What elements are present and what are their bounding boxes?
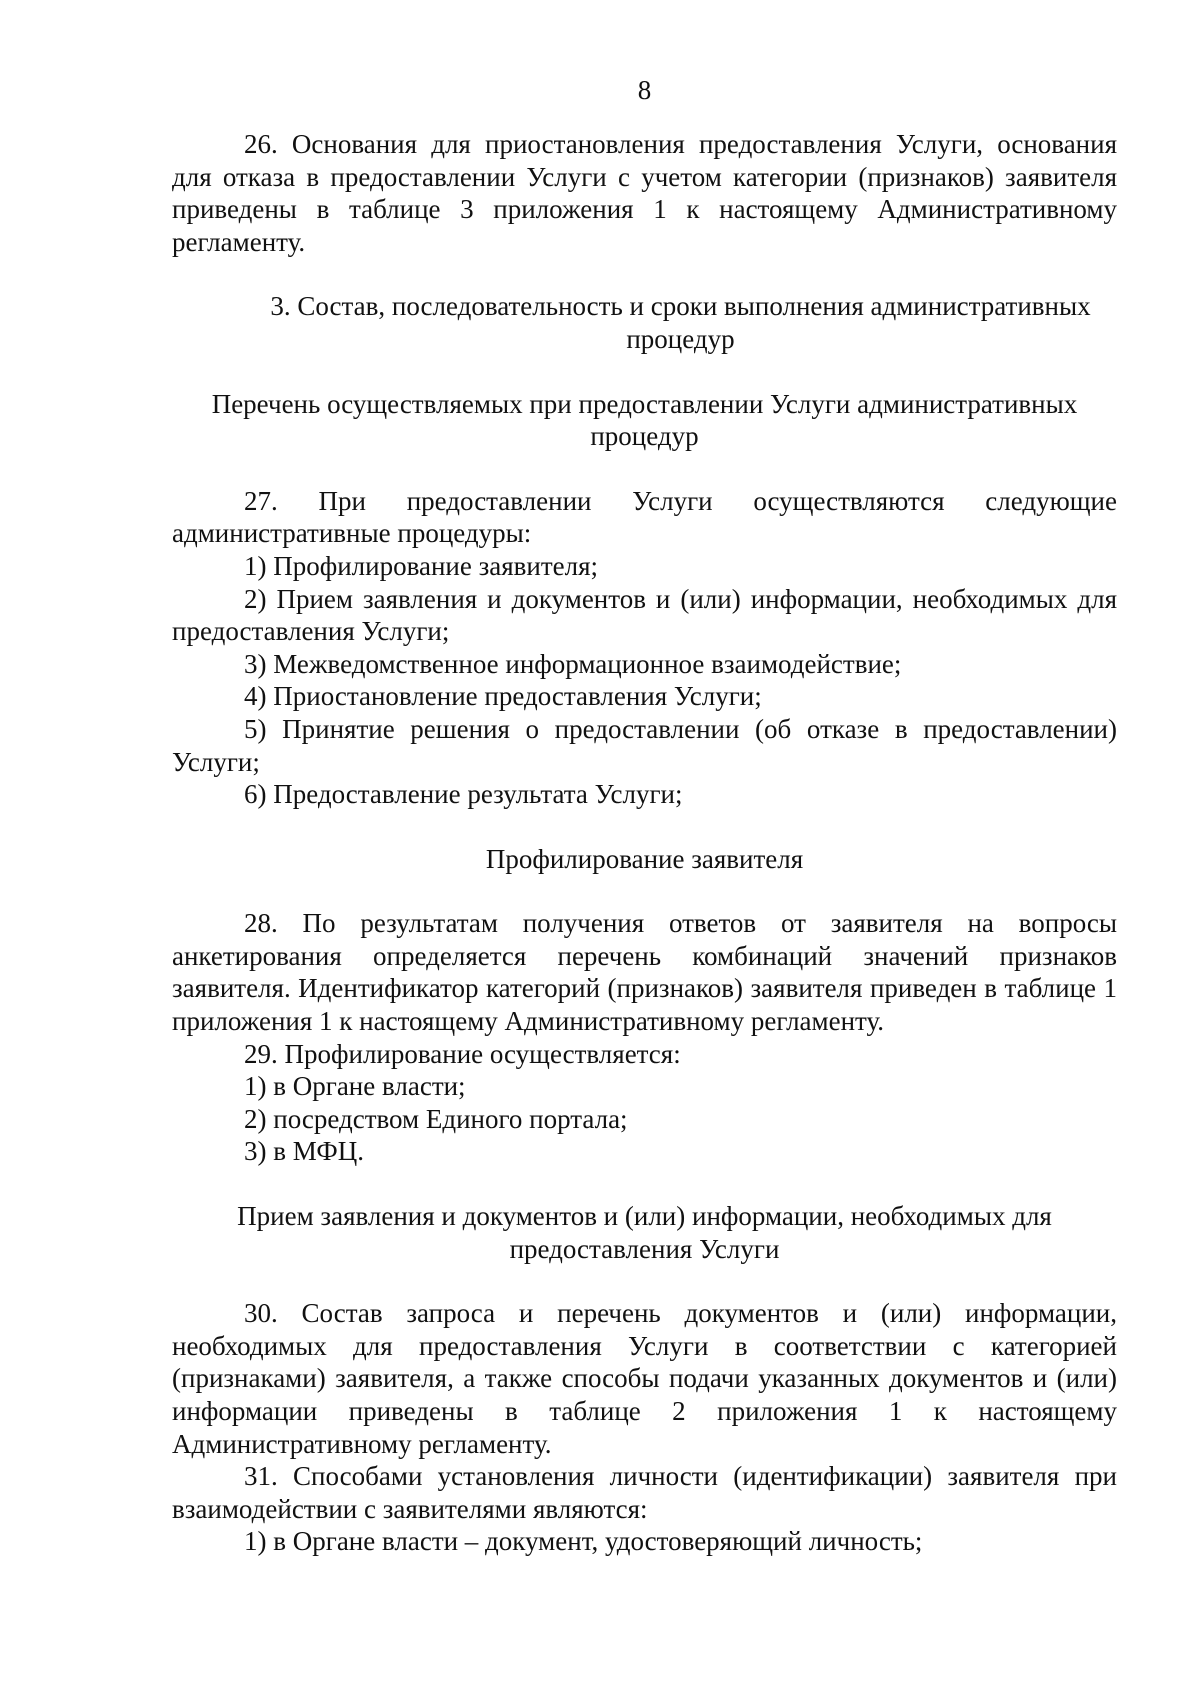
paragraph-27: 27. При предоставлении Услуги осуществляются следующие административные процедуры: <box>172 485 1117 549</box>
paragraph-30: 30. Состав запроса и перечень документов и (или) информации, необходимых для предоставления Услуги в соответствии с категорией (признаками) заявителя, а также способы подачи указанных документов и (или) информации приведены в таблице 2 приложения 1 к настоящему Административному регламенту. <box>172 1298 1117 1459</box>
paragraph-31: 31. Способами установления личности (идентификации) заявителя при взаимодействии с заявителями являются: <box>172 1461 1117 1524</box>
list-item: 1) Профилирование заявителя; <box>244 550 599 581</box>
list-item: 2) посредством Единого портала; <box>244 1103 628 1134</box>
list-item: 3) в МФЦ. <box>244 1136 364 1167</box>
list-item: 2) Прием заявления и документов и (или) информации, необходимых для предоставления Услуги; <box>172 583 1117 647</box>
reception-heading: Прием заявления и документов и (или) информации, необходимых для предоставления Услуги <box>237 1201 1052 1264</box>
profiling-heading: Профилирование заявителя <box>485 843 804 874</box>
list-item: 4) Приостановление предоставления Услуги; <box>244 681 762 712</box>
paragraph-29: 29. Профилирование осуществляется: <box>244 1038 681 1069</box>
list-item: 1) в Органе власти; <box>244 1071 466 1102</box>
list-item: 3) Межведомственное информационное взаимодействие; <box>244 648 902 679</box>
paragraph-28: 28. По результатам получения ответов от заявителя на вопросы анкетирования определяется перечень комбинаций значений признаков заявителя. Идентификатор категорий (признаков) заявителя приведен в таблице 1 приложения 1 к настоящему Административному регламенту. <box>172 908 1117 1037</box>
list-item: 5) Принятие решения о предоставлении (об отказе в предоставлении) Услуги; <box>172 713 1117 777</box>
procedures-list-heading: Перечень осуществляемых при предоставлении Услуги административных процедур <box>211 388 1078 452</box>
list-item: 1) в Органе власти – документ, удостоверяющий личность; <box>244 1526 923 1557</box>
page-number: 8 <box>637 75 652 105</box>
section-3-heading: 3. Состав, последовательность и сроки выполнения административных процедур <box>270 291 1091 354</box>
list-item: 6) Предоставление результата Услуги; <box>244 779 683 810</box>
document-body <box>172 128 1117 1558</box>
paragraph-26: 26. Основания для приостановления предоставления Услуги, основания для отказа в предоставлении Услуги с учетом категории (признаков) заявителя приведены в таблице 3 приложения 1 к настоящему Административному регламенту. <box>172 129 1117 257</box>
